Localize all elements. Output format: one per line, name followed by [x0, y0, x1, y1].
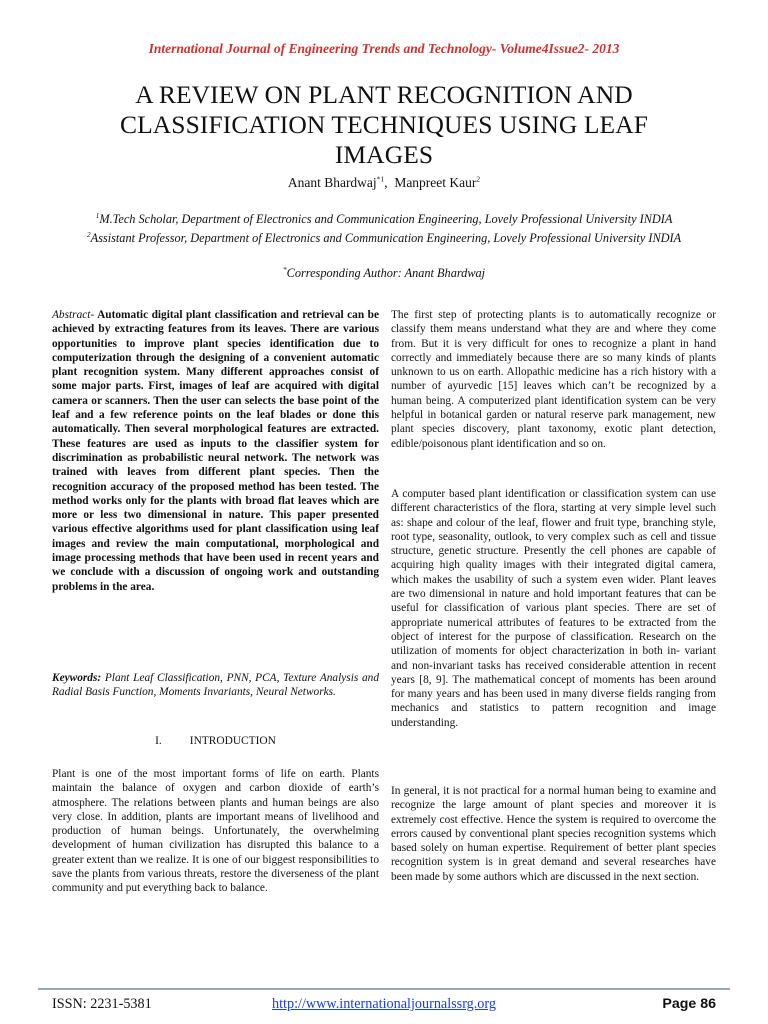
affiliation-2-sup: 2 — [86, 229, 91, 239]
affiliation-1-sup: 1 — [95, 210, 100, 220]
intro-paragraph — [52, 767, 379, 896]
abstract-block — [52, 308, 379, 594]
body-paragraph-1 — [391, 308, 716, 451]
body-paragraph-3 — [391, 784, 716, 884]
corresponding-sup: * — [282, 264, 287, 274]
footer-divider — [38, 988, 730, 990]
corresponding-author — [0, 266, 768, 281]
author-1-sup: *1 — [376, 174, 385, 184]
author-2-sup: 2 — [476, 174, 481, 184]
footer-issn: ISSN: 2231-5381 — [52, 996, 152, 1012]
section-title: INTRODUCTION — [189, 735, 276, 747]
intro-paragraph-text: Plant is one of the most important forms of life on earth. Plants maintain the balance of oxygen and carbon dioxide of earth’s atmosphere. The relations between plants and human beings are also very close. In addition, plants are important means of livelihood and production of human beings. Unfortunately, the overwhelming development of human civilization has disrupted this balance to a greater extent than we realize. It is one of our biggest responsibilities to save the plants from various threats, restore the diverseness of the plant community and put everything back to balance. — [52, 768, 379, 895]
journal-header: International Journal of Engineering Trends and Technology- Volume4Issue2- 2013 — [148, 41, 620, 56]
author-2-name: Manpreet Kaur — [394, 175, 477, 190]
body-paragraph-2 — [391, 487, 716, 730]
paper-title — [40, 80, 728, 170]
footer-journal-link[interactable]: http://www.internationaljournalssrg.org — [272, 996, 496, 1012]
body-paragraph-2-text: A computer based plant identification or classification system can use different characteristics of the flora, starting at very simple level such as: shape and colour of the leaf, flower and fruit type, branching style, root type, seasonality, outlook, to very complex such as cell and tissue structure, genetic structure. Presently the cell phones are capable of acquiring high quality images with their integrated digital camera, which makes the usability of such a system even wider. Plant leaves are two dimensional in nature and hold important features that can be useful for classification of various plant species. There are set of appropriate numerical attributes of features to be extracted from the object of interest for the purpose of classification. Research on the utilization of moments for object characterization in both in- variant and non-invariant tasks has received considerable attention in recent years [8, 9]. The mathematical concept of moments has been around for many years and has been used in many diverse fields ranging from mechanics and statistics to pattern recognition and image understanding. — [391, 488, 716, 729]
body-paragraph-1-text: The first step of protecting plants is to automatically recognize or classify them means understand what they are and where they come from. But it is very difficult for ones to recognize a plant in hand correctly and immediately because there are so many kinds of plants unknown to us on earth. Allopathic medicine has a rich history with a number of ayurvedic [15] leaves which can’t be recognized by a human being. A computerized plant identification system can be very helpful in botanical garden or natural reserve park management, new plant species discovery, plant taxonomy, exotic plant detection, edible/poisonous plant identification and so on. — [391, 309, 716, 450]
footer-page-number: Page 86 — [662, 996, 716, 1012]
author-list — [0, 175, 768, 191]
author-1-name: Anant Bhardwaj — [287, 175, 377, 190]
keywords-block — [52, 671, 379, 700]
affiliation-2-text: Assistant Professor, Department of Electronics and Communication Engineering, Lovely Professional University INDIA — [90, 231, 682, 245]
keywords-text: Plant Leaf Classification, PNN, PCA, Texture Analysis and Radial Basis Function, Moments Invariants, Neural Networks. — [52, 672, 379, 699]
section-heading-introduction — [52, 735, 379, 747]
body-paragraph-3-text: In general, it is not practical for a normal human being to examine and recognize the large amount of plant species and moreover it is extremely cost effective. Hence the system is required to overcome the errors caused by conventional plant species recognition systems which based solely on human expertise. Requirement of better plant species recognition system is in great demand and several researches have been made by some authors which are discussed in the next section. — [391, 785, 716, 883]
section-number: I. — [155, 735, 162, 747]
title-line-3: IMAGES — [334, 140, 434, 169]
affiliation-1 — [40, 212, 728, 227]
abstract-label: Abstract- — [52, 309, 95, 321]
abstract-text: Automatic digital plant classification and retrieval can be achieved by extracting features from its leaves. There are various opportunities to improve plant species identification due to computerization through the designing of a convenient automatic plant recognition system. Many different approaches consist of some major parts. First, images of leaf are acquired with digital camera or scanners. Then the user can selects the base point of the leaf and a few reference points on the leaf blades or done this automatically. Then several morphological features are extracted. These features are used as inputs to the classifier system for discrimination as probabilistic neural network. The network was trained with leaves from different plant species. Then the recognition accuracy of the proposed method has been tested. The method works only for the plants with broad flat leaves which are more or less two dimensional in nature. This paper presented various effective algorithms used for plant classification using leaf images and review the main computational, morphological and image processing methods that have been used in recent years and we conclude with a discussion of ongoing work and outstanding problems in the area. — [52, 309, 379, 593]
corresponding-text: Corresponding Author: Anant Bhardwaj — [286, 266, 486, 280]
title-line-1: A REVIEW ON PLANT RECOGNITION AND — [135, 80, 633, 109]
affiliation-2 — [40, 231, 728, 246]
title-line-2: CLASSIFICATION TECHNIQUES USING LEAF — [119, 110, 649, 139]
keywords-label: Keywords: — [52, 672, 102, 684]
author-separator: , — [384, 175, 395, 190]
affiliation-1-text: M.Tech Scholar, Department of Electronics and Communication Engineering, Lovely Professional University INDIA — [99, 212, 673, 226]
